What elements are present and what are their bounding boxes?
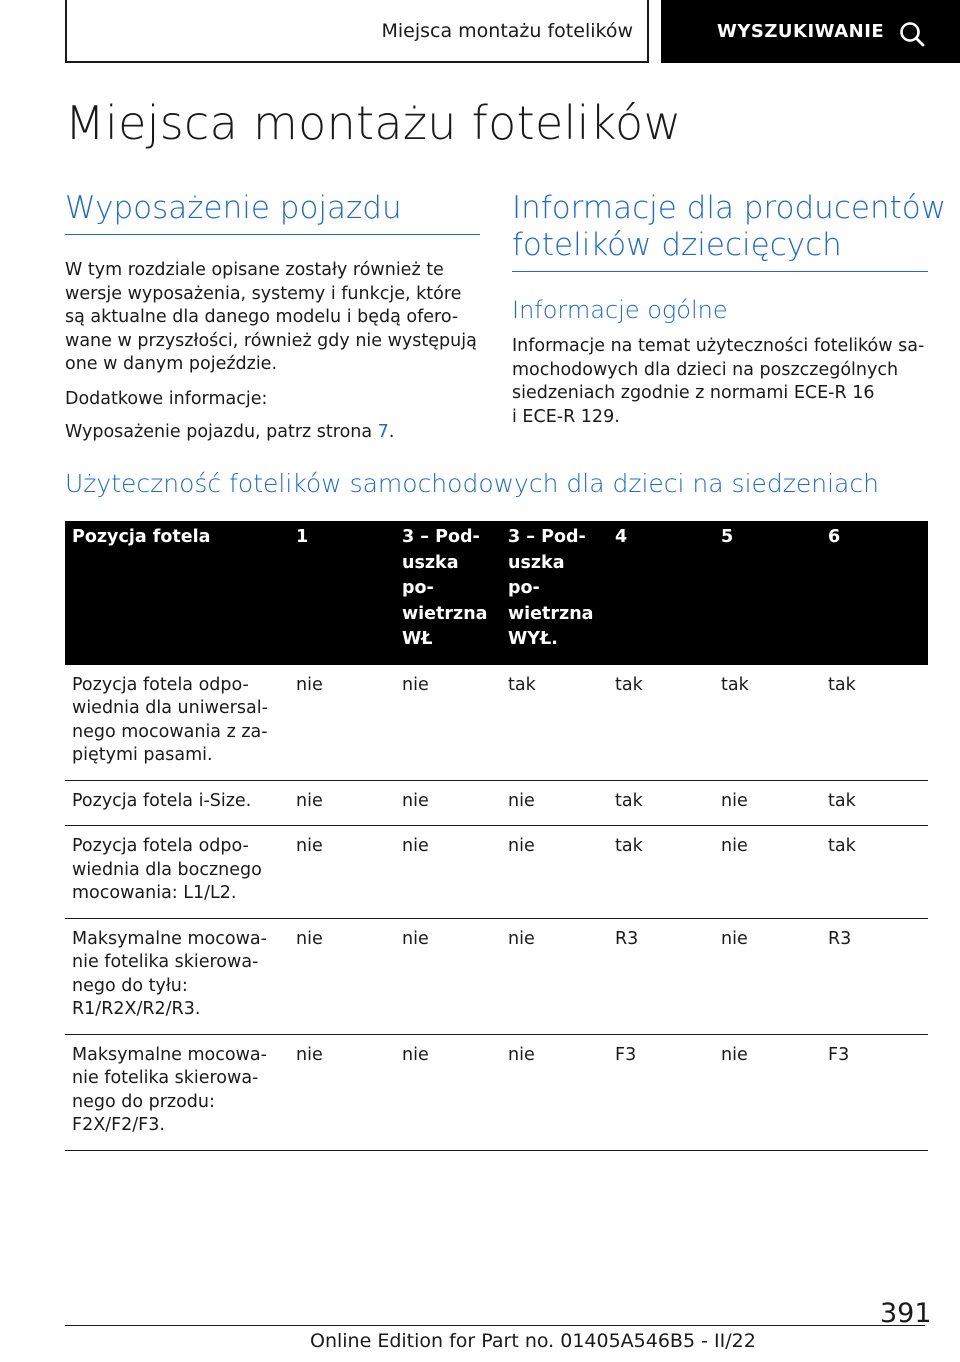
table-row xyxy=(65,918,928,1034)
equipment-paragraph xyxy=(65,259,477,377)
section-divider xyxy=(512,271,928,272)
table-cell: nie xyxy=(289,826,395,919)
heading-line: Informacje dla producentów xyxy=(512,190,947,226)
header-line: uszka po- xyxy=(402,552,459,598)
text-line: wersje wyposażenia, systemy i funkcje, które xyxy=(65,283,462,304)
table-cell: F3 xyxy=(821,1034,928,1150)
reference-end: . xyxy=(388,422,395,442)
section-heading-manufacturers xyxy=(512,190,946,264)
table-cell: nie xyxy=(395,665,501,781)
breadcrumb-tab[interactable] xyxy=(65,0,649,63)
text-line: siedzeniach zgodnie z normami ECE-R 16 xyxy=(512,383,875,403)
header-line: 4 xyxy=(615,527,628,547)
table-row xyxy=(65,826,928,919)
search-label: WYSZUKIWANIE xyxy=(717,21,885,42)
header-line: wietrzna xyxy=(402,603,488,624)
text-line: W tym rozdziale opisane zostały również te xyxy=(65,260,444,280)
header-line: WŁ xyxy=(402,629,433,649)
column-header xyxy=(821,521,928,665)
text-line: są aktualne dla danego modelu i będą ofero- xyxy=(65,307,459,327)
table-cell: nie xyxy=(501,1034,608,1150)
label-line: Pozycja fotela i-Size. xyxy=(72,790,252,811)
general-info-paragraph xyxy=(512,335,924,429)
table-cell: tak xyxy=(608,780,714,826)
page-title: Miejsca montażu fotelików xyxy=(65,96,682,150)
table-cell: tak xyxy=(821,665,928,781)
table-cell: nie xyxy=(289,780,395,826)
table-cell: nie xyxy=(395,918,501,1034)
text-line: one w danym pojeździe. xyxy=(65,354,278,374)
label-line: nie fotelika skierowa- xyxy=(72,1068,259,1088)
header-line: 5 xyxy=(721,527,734,547)
table-row xyxy=(65,780,928,826)
text-line: mochodowych dla dzieci na poszczególnych xyxy=(512,359,899,380)
footer-divider xyxy=(65,1325,925,1326)
search-button[interactable] xyxy=(661,0,960,63)
reference-text: Wyposażenie pojazdu, patrz strona xyxy=(65,422,378,442)
label-line: wiednia dla bocznego xyxy=(72,859,262,880)
table-cell: R3 xyxy=(821,918,928,1034)
heading-line: fotelików dziecięcych xyxy=(512,227,842,263)
header-line: WYŁ. xyxy=(508,629,558,649)
search-icon xyxy=(898,20,926,48)
label-line: piętymi pasami. xyxy=(72,745,213,765)
section-heading-equipment: Wyposażenie pojazdu xyxy=(65,190,402,226)
label-line: nego do tyłu: xyxy=(72,975,188,996)
column-header xyxy=(289,521,395,665)
table-cell: nie xyxy=(501,826,608,919)
label-line: Maksymalne mocowa- xyxy=(72,1044,267,1065)
page-number: 391 xyxy=(880,1298,932,1329)
label-line: Maksymalne mocowa- xyxy=(72,928,267,949)
label-line: wiednia dla uniwersal- xyxy=(72,698,268,718)
column-header xyxy=(714,521,821,665)
table-heading: Użyteczność fotelików samochodowych dla dzieci na siedzeniach xyxy=(65,469,879,498)
header-line: uszka po- xyxy=(508,552,565,598)
label-line: nego mocowania z za- xyxy=(72,721,268,742)
row-label xyxy=(65,665,289,781)
table-cell: F3 xyxy=(608,1034,714,1150)
table-cell: nie xyxy=(501,780,608,826)
section-divider xyxy=(65,234,480,235)
label-line: Pozycja fotela odpo- xyxy=(72,836,249,856)
edition-note: Online Edition for Part no. 01405A546B5 - II/22 xyxy=(310,1330,756,1352)
table-cell: nie xyxy=(289,918,395,1034)
table-cell: nie xyxy=(395,826,501,919)
column-header xyxy=(501,521,608,665)
label-line: nego do przodu: xyxy=(72,1091,215,1112)
subheading-general-info: Informacje ogólne xyxy=(512,296,728,324)
table-cell: nie xyxy=(501,918,608,1034)
equipment-reference xyxy=(65,421,394,445)
header-line: Pozycja fotela xyxy=(72,527,211,547)
text-line: wane w przyszłości, również gdy nie występują xyxy=(65,330,477,351)
table-row xyxy=(65,1034,928,1150)
table-cell: nie xyxy=(289,1034,395,1150)
table-cell: tak xyxy=(608,826,714,919)
table-cell: nie xyxy=(395,780,501,826)
text-line: Informacje na temat użyteczności fotelików sa- xyxy=(512,336,925,356)
header-line: 1 xyxy=(296,527,309,547)
table-cell: tak xyxy=(821,780,928,826)
table-cell: nie xyxy=(714,826,821,919)
table-cell: nie xyxy=(714,1034,821,1150)
table-cell: nie xyxy=(714,918,821,1034)
label-line: R1/R2X/R2/R3. xyxy=(72,999,201,1019)
row-label xyxy=(65,918,289,1034)
header-line: 6 xyxy=(828,527,841,547)
column-header xyxy=(395,521,501,665)
seat-suitability-table xyxy=(65,521,928,1151)
row-label xyxy=(65,826,289,919)
label-line: Pozycja fotela odpo- xyxy=(72,674,249,695)
table-cell: nie xyxy=(714,780,821,826)
table-cell: R3 xyxy=(608,918,714,1034)
text-line: i ECE-R 129. xyxy=(512,406,620,427)
table-cell: tak xyxy=(714,665,821,781)
table-cell: nie xyxy=(395,1034,501,1150)
header-line: wietrzna xyxy=(508,603,594,624)
column-header xyxy=(608,521,714,665)
additional-info-label: Dodatkowe informacje: xyxy=(65,389,268,409)
row-label xyxy=(65,780,289,826)
table-cell: tak xyxy=(501,665,608,781)
header-line: 3 – Pod- xyxy=(508,527,586,547)
page-link[interactable]: 7 xyxy=(377,422,389,442)
row-label xyxy=(65,1034,289,1150)
header-line: 3 – Pod- xyxy=(402,527,480,547)
breadcrumb: Miejsca montażu fotelików xyxy=(381,19,633,42)
table-cell: tak xyxy=(821,826,928,919)
label-line: mocowania: L1/L2. xyxy=(72,883,237,903)
table-row xyxy=(65,665,928,781)
label-line: F2X/F2/F3. xyxy=(72,1115,165,1135)
table-cell: tak xyxy=(608,665,714,781)
table-header-row xyxy=(65,521,928,665)
column-header xyxy=(65,521,289,665)
label-line: nie fotelika skierowa- xyxy=(72,952,259,972)
table-cell: nie xyxy=(289,665,395,781)
